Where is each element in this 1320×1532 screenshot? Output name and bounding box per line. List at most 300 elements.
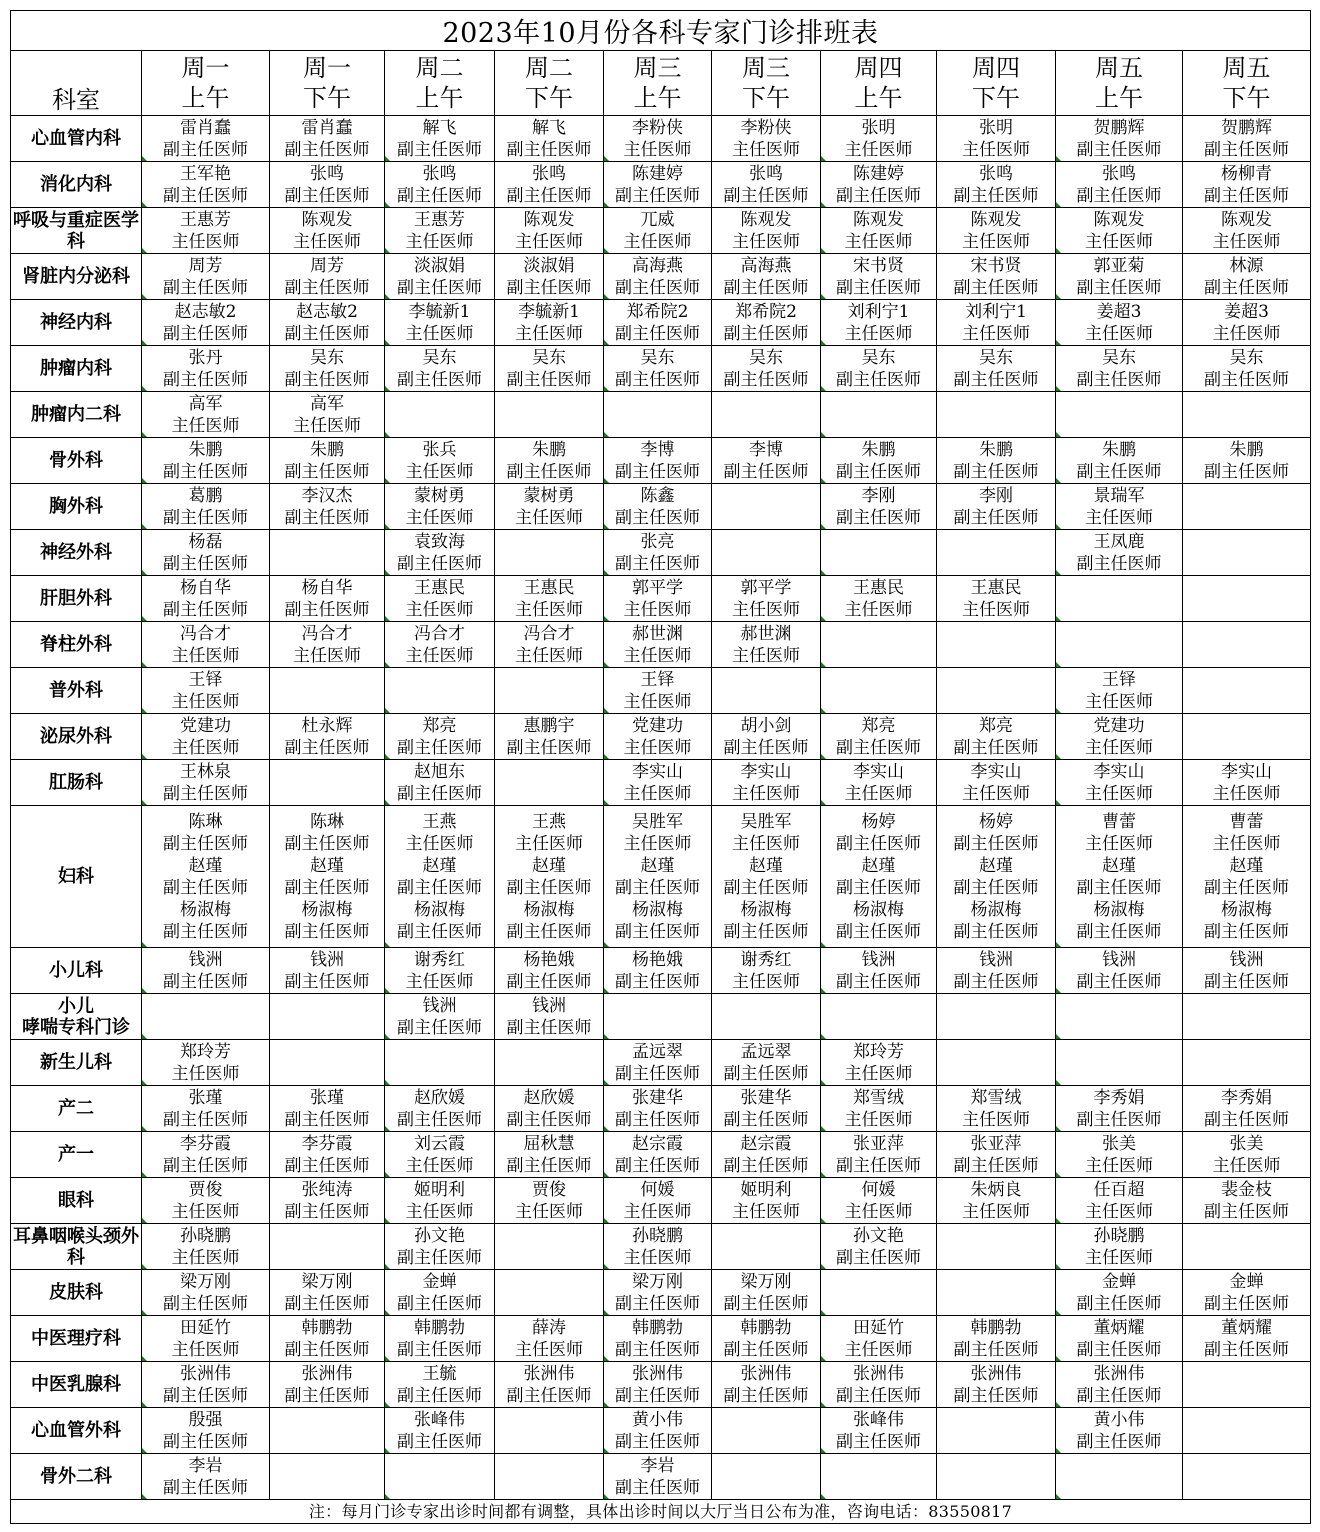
doctor-title: 副主任医师 <box>284 921 370 942</box>
schedule-cell <box>495 948 604 994</box>
schedule-cell <box>712 1316 821 1362</box>
doctor-name: 张亚萍 <box>970 1133 1022 1154</box>
schedule-cell <box>385 162 495 208</box>
doctor-title: 副主任医师 <box>836 833 921 854</box>
doctor-title: 副主任医师 <box>397 139 482 160</box>
doctor-name: 张亚萍 <box>853 1133 904 1154</box>
schedule-cell <box>604 1132 712 1178</box>
doctor-name: 吴东 <box>640 347 675 368</box>
schedule-cell <box>1183 1040 1311 1086</box>
doctor-name: 高军 <box>188 393 223 414</box>
schedule-cell <box>1056 1178 1183 1224</box>
table-row <box>11 208 1311 254</box>
doctor-name: 陈观发 <box>970 209 1022 230</box>
schedule-cell <box>1183 1224 1311 1270</box>
schedule-cell <box>1056 392 1183 438</box>
schedule-cell <box>385 484 495 530</box>
schedule-cell <box>385 994 495 1040</box>
schedule-cell <box>385 1224 495 1270</box>
schedule-cell <box>495 1408 604 1454</box>
schedule-cell <box>937 948 1056 994</box>
dept-column-header: 科室 <box>11 51 142 116</box>
slot-header <box>604 51 712 116</box>
schedule-cell <box>821 622 937 668</box>
schedule-cell <box>270 576 385 622</box>
doctor-name: 朱鹏 <box>979 439 1013 460</box>
schedule-cell <box>495 116 604 162</box>
doctor-title: 副主任医师 <box>953 369 1039 390</box>
doctor-title: 副主任医师 <box>836 461 921 482</box>
doctor-name: 姬明利 <box>740 1179 792 1200</box>
schedule-cell <box>1056 806 1183 948</box>
doctor-title: 副主任医师 <box>284 1155 370 1176</box>
doctor-name: 张美 <box>1102 1133 1136 1154</box>
doctor-name: 孙文艳 <box>414 1225 465 1246</box>
doctor-title: 副主任医师 <box>615 1477 700 1498</box>
doctor-title: 主任医师 <box>405 461 474 482</box>
doctor-title: 副主任医师 <box>1076 461 1162 482</box>
doctor-title: 主任医师 <box>844 1063 913 1084</box>
doctor-name: 黄小伟 <box>1093 1409 1145 1430</box>
doctor-title: 主任医师 <box>405 1155 474 1176</box>
schedule-cell <box>270 948 385 994</box>
doctor-title: 主任医师 <box>405 507 474 528</box>
schedule-cell <box>495 1132 604 1178</box>
doctor-title: 副主任医师 <box>1076 1293 1162 1314</box>
doctor-title: 主任医师 <box>171 737 240 758</box>
doctor-title: 副主任医师 <box>1204 971 1289 992</box>
schedule-cell <box>712 484 821 530</box>
doctor-name: 张兵 <box>422 439 457 460</box>
doctor-name: 张鸣 <box>310 163 344 184</box>
schedule-cell <box>821 254 937 300</box>
doctor-title: 副主任医师 <box>615 277 700 298</box>
doctor-title: 主任医师 <box>623 833 692 854</box>
doctor-title: 主任医师 <box>623 691 692 712</box>
dept-name: 肾脏内分泌科 <box>11 254 142 300</box>
doctor-title: 主任医师 <box>962 231 1030 252</box>
doctor-name: 赵瑾 <box>1102 855 1136 876</box>
schedule-cell <box>712 622 821 668</box>
doctor-title: 主任医师 <box>1085 833 1153 854</box>
doctor-name: 任百超 <box>1093 1179 1145 1200</box>
schedule-cell <box>821 1316 937 1362</box>
doctor-title: 副主任医师 <box>397 1247 482 1268</box>
doctor-name: 陈琳 <box>310 811 344 832</box>
schedule-cell <box>1056 1132 1183 1178</box>
doctor-title: 副主任医师 <box>1076 921 1162 942</box>
schedule-cell <box>604 576 712 622</box>
schedule-cell <box>604 438 712 484</box>
schedule-cell <box>385 1178 495 1224</box>
doctor-title: 主任医师 <box>171 1063 240 1084</box>
schedule-cell <box>1183 116 1311 162</box>
doctor-title: 主任医师 <box>732 139 800 160</box>
doctor-title: 副主任医师 <box>953 1385 1039 1406</box>
slot-day: 周一 <box>303 54 351 82</box>
doctor-name: 蒙树勇 <box>414 485 465 506</box>
doctor-title: 副主任医师 <box>506 1385 592 1406</box>
doctor-name: 张明 <box>979 117 1013 138</box>
schedule-body <box>11 116 1311 1500</box>
schedule-cell <box>385 1408 495 1454</box>
schedule-cell <box>270 1132 385 1178</box>
doctor-name: 宋书贤 <box>853 255 904 276</box>
schedule-cell <box>937 1270 1056 1316</box>
schedule-cell <box>604 1362 712 1408</box>
schedule-cell <box>604 1316 712 1362</box>
doctor-title: 副主任医师 <box>953 277 1039 298</box>
dept-name: 肛肠科 <box>11 760 142 806</box>
table-row <box>11 438 1311 484</box>
doctor-name: 党建功 <box>180 715 231 736</box>
doctor-name: 杨淑梅 <box>301 899 353 920</box>
schedule-cell <box>385 806 495 948</box>
slot-day: 周五 <box>1222 54 1271 82</box>
doctor-title: 副主任医师 <box>836 877 921 898</box>
doctor-title: 副主任医师 <box>615 507 700 528</box>
schedule-cell <box>495 162 604 208</box>
slot-day: 周四 <box>972 54 1020 82</box>
schedule-cell <box>142 1224 270 1270</box>
schedule-cell <box>712 116 821 162</box>
schedule-cell <box>270 1408 385 1454</box>
doctor-name: 郭平学 <box>632 577 683 598</box>
doctor-title: 主任医师 <box>623 1247 692 1268</box>
schedule-cell <box>1056 1408 1183 1454</box>
schedule-cell <box>604 484 712 530</box>
table-row <box>11 1408 1311 1454</box>
schedule-cell <box>937 622 1056 668</box>
doctor-name: 裴金枝 <box>1221 1179 1272 1200</box>
schedule-cell <box>821 1224 937 1270</box>
doctor-name: 张鸣 <box>1102 163 1136 184</box>
schedule-cell <box>385 948 495 994</box>
schedule-cell <box>821 116 937 162</box>
doctor-title: 副主任医师 <box>953 1155 1039 1176</box>
doctor-title: 副主任医师 <box>1204 877 1289 898</box>
doctor-name: 李毓新1 <box>518 301 580 322</box>
doctor-title: 副主任医师 <box>836 1155 921 1176</box>
doctor-name: 袁致海 <box>414 531 465 552</box>
dept-name: 皮肤科 <box>11 1270 142 1316</box>
doctor-name: 冯合才 <box>523 623 575 644</box>
slot-half: 下午 <box>303 84 351 112</box>
schedule-cell <box>142 948 270 994</box>
doctor-name: 梁万刚 <box>740 1271 792 1292</box>
schedule-cell <box>385 1040 495 1086</box>
dept-name: 肿瘤内二科 <box>11 392 142 438</box>
doctor-title: 主任医师 <box>1085 1247 1153 1268</box>
doctor-title: 主任医师 <box>732 783 800 804</box>
schedule-cell <box>821 346 937 392</box>
doctor-name: 谢秀红 <box>414 949 465 970</box>
doctor-title: 副主任医师 <box>506 1017 592 1038</box>
doctor-title: 副主任医师 <box>1204 369 1289 390</box>
slot-half: 上午 <box>1095 84 1143 112</box>
doctor-name: 杨磊 <box>188 531 223 552</box>
doctor-title: 副主任医师 <box>1076 971 1162 992</box>
doctor-title: 主任医师 <box>844 599 913 620</box>
doctor-title: 主任医师 <box>962 1109 1030 1130</box>
schedule-cell <box>495 392 604 438</box>
doctor-title: 主任医师 <box>623 1201 692 1222</box>
schedule-cell <box>1056 484 1183 530</box>
doctor-title: 副主任医师 <box>163 277 248 298</box>
doctor-name: 赵瑾 <box>532 855 566 876</box>
doctor-title: 副主任医师 <box>615 921 700 942</box>
doctor-title: 主任医师 <box>1212 833 1281 854</box>
schedule-cell <box>142 1040 270 1086</box>
doctor-name: 钱洲 <box>422 995 457 1016</box>
schedule-cell <box>385 346 495 392</box>
schedule-cell <box>142 622 270 668</box>
doctor-name: 姜超3 <box>1224 301 1269 322</box>
doctor-title: 主任医师 <box>515 231 583 252</box>
doctor-name: 周芳 <box>310 255 344 276</box>
schedule-cell <box>937 116 1056 162</box>
doctor-title: 副主任医师 <box>284 1109 370 1130</box>
schedule-cell <box>270 1224 385 1270</box>
doctor-title: 主任医师 <box>623 645 692 666</box>
doctor-name: 陈建婷 <box>853 163 904 184</box>
doctor-name: 李博 <box>749 439 783 460</box>
doctor-name: 钱洲 <box>979 949 1013 970</box>
doctor-title: 主任医师 <box>1085 507 1153 528</box>
doctor-name: 李秀娟 <box>1093 1087 1145 1108</box>
schedule-cell <box>937 806 1056 948</box>
schedule-cell <box>495 668 604 714</box>
doctor-name: 杨艳娥 <box>523 949 575 970</box>
schedule-cell <box>1056 760 1183 806</box>
table-row <box>11 622 1311 668</box>
doctor-title: 主任医师 <box>405 231 474 252</box>
doctor-title: 副主任医师 <box>163 369 248 390</box>
doctor-title: 副主任医师 <box>163 507 248 528</box>
doctor-name: 雷肖蠢 <box>301 117 353 138</box>
doctor-name: 朱鹏 <box>188 439 223 460</box>
doctor-name: 陈观发 <box>740 209 792 230</box>
doctor-name: 孙晓鹏 <box>632 1225 683 1246</box>
schedule-cell <box>385 576 495 622</box>
schedule-cell <box>385 300 495 346</box>
schedule-cell <box>937 438 1056 484</box>
doctor-name: 郑希院2 <box>735 301 797 322</box>
doctor-title: 副主任医师 <box>506 139 592 160</box>
schedule-cell <box>1183 1408 1311 1454</box>
schedule-cell <box>1056 300 1183 346</box>
doctor-name: 张明 <box>861 117 896 138</box>
doctor-name: 贾俊 <box>532 1179 566 1200</box>
doctor-name: 赵欣媛 <box>414 1087 465 1108</box>
doctor-name: 张纯涛 <box>301 1179 353 1200</box>
schedule-cell <box>937 484 1056 530</box>
dept-name: 胸外科 <box>11 484 142 530</box>
doctor-name: 钱洲 <box>532 995 566 1016</box>
doctor-name: 杨婷 <box>861 811 896 832</box>
schedule-cell <box>142 994 270 1040</box>
doctor-title: 副主任医师 <box>723 185 809 206</box>
slot-half: 下午 <box>1222 84 1271 112</box>
doctor-title: 副主任医师 <box>284 139 370 160</box>
schedule-cell <box>142 346 270 392</box>
doctor-title: 主任医师 <box>515 599 583 620</box>
doctor-name: 李实山 <box>970 761 1022 782</box>
doctor-title: 主任医师 <box>405 1201 474 1222</box>
doctor-name: 张峰伟 <box>414 1409 465 1430</box>
doctor-name: 吴东 <box>532 347 566 368</box>
doctor-title: 主任医师 <box>171 415 240 436</box>
doctor-name: 李博 <box>640 439 675 460</box>
doctor-title: 副主任医师 <box>163 783 248 804</box>
doctor-title: 副主任医师 <box>284 877 370 898</box>
doctor-title: 主任医师 <box>1085 691 1153 712</box>
doctor-title: 副主任医师 <box>953 737 1039 758</box>
schedule-cell <box>270 994 385 1040</box>
dept-name: 神经内科 <box>11 300 142 346</box>
schedule-cell <box>1183 806 1311 948</box>
schedule-cell <box>712 1270 821 1316</box>
schedule-cell <box>1183 1178 1311 1224</box>
schedule-cell <box>270 254 385 300</box>
schedule-cell <box>142 714 270 760</box>
doctor-title: 主任医师 <box>293 645 361 666</box>
schedule-cell <box>1056 116 1183 162</box>
schedule-cell <box>712 1362 821 1408</box>
schedule-cell <box>1056 346 1183 392</box>
schedule-cell <box>937 1040 1056 1086</box>
doctor-title: 副主任医师 <box>615 553 700 574</box>
doctor-name: 何媛 <box>861 1179 896 1200</box>
schedule-cell <box>1183 622 1311 668</box>
doctor-name: 李岩 <box>640 1455 675 1476</box>
doctor-name: 韩鹏勃 <box>414 1317 465 1338</box>
schedule-cell <box>1056 714 1183 760</box>
doctor-title: 主任医师 <box>1085 783 1153 804</box>
doctor-title: 副主任医师 <box>1204 1201 1289 1222</box>
schedule-table <box>10 10 1311 1524</box>
doctor-name: 陈观发 <box>523 209 575 230</box>
doctor-title: 主任医师 <box>1085 737 1153 758</box>
table-row <box>11 162 1311 208</box>
schedule-cell <box>385 392 495 438</box>
doctor-name: 屈秋慧 <box>523 1133 575 1154</box>
doctor-name: 薛涛 <box>532 1317 566 1338</box>
doctor-title: 副主任医师 <box>1076 553 1162 574</box>
doctor-name: 李粉侠 <box>740 117 792 138</box>
doctor-title: 副主任医师 <box>163 185 248 206</box>
schedule-cell <box>821 994 937 1040</box>
doctor-name: 解飞 <box>532 117 566 138</box>
doctor-name: 赵瑾 <box>1229 855 1264 876</box>
doctor-name: 杨淑梅 <box>180 899 231 920</box>
schedule-cell <box>604 162 712 208</box>
schedule-cell <box>270 806 385 948</box>
schedule-cell <box>821 760 937 806</box>
doctor-name: 金蝉 <box>422 1271 457 1292</box>
schedule-cell <box>937 1132 1056 1178</box>
doctor-name: 赵宗霞 <box>632 1133 683 1154</box>
doctor-title: 副主任医师 <box>1076 1431 1162 1452</box>
schedule-cell <box>821 1178 937 1224</box>
doctor-name: 杨艳娥 <box>632 949 683 970</box>
schedule-cell <box>270 392 385 438</box>
doctor-name: 高海燕 <box>740 255 792 276</box>
slot-header <box>821 51 937 116</box>
schedule-cell <box>821 1086 937 1132</box>
schedule-cell <box>604 1454 712 1500</box>
schedule-cell <box>604 714 712 760</box>
doctor-title: 副主任医师 <box>284 461 370 482</box>
doctor-title: 副主任医师 <box>1076 139 1162 160</box>
schedule-cell <box>142 1178 270 1224</box>
schedule-cell <box>712 806 821 948</box>
dept-name: 小儿 哮喘专科门诊 <box>11 994 142 1040</box>
schedule-cell <box>712 576 821 622</box>
doctor-name: 高军 <box>310 393 344 414</box>
doctor-name: 雷肖蠢 <box>180 117 231 138</box>
doctor-title: 副主任医师 <box>284 1293 370 1314</box>
dept-name: 心血管内科 <box>11 116 142 162</box>
slot-half: 上午 <box>854 84 903 112</box>
doctor-title: 副主任医师 <box>836 277 921 298</box>
schedule-cell <box>142 1316 270 1362</box>
doctor-title: 主任医师 <box>962 599 1030 620</box>
schedule-cell <box>270 346 385 392</box>
doctor-title: 副主任医师 <box>397 277 482 298</box>
schedule-cell <box>604 668 712 714</box>
dept-name: 骨外二科 <box>11 1454 142 1500</box>
schedule-cell <box>142 576 270 622</box>
doctor-name: 宋书贤 <box>970 255 1022 276</box>
doctor-name: 殷强 <box>188 1409 223 1430</box>
doctor-name: 吴东 <box>422 347 457 368</box>
doctor-title: 副主任医师 <box>397 737 482 758</box>
doctor-name: 姜超3 <box>1096 301 1142 322</box>
schedule-cell <box>495 484 604 530</box>
schedule-cell <box>1183 714 1311 760</box>
dept-name: 脊柱外科 <box>11 622 142 668</box>
schedule-cell <box>385 1132 495 1178</box>
doctor-title: 主任医师 <box>962 323 1030 344</box>
schedule-cell <box>604 994 712 1040</box>
schedule-cell <box>821 1362 937 1408</box>
slot-half: 下午 <box>742 84 790 112</box>
schedule-cell <box>142 162 270 208</box>
doctor-name: 田延竹 <box>853 1317 904 1338</box>
doctor-title: 副主任医师 <box>1204 139 1289 160</box>
slot-day: 周二 <box>415 54 464 82</box>
doctor-title: 副主任医师 <box>723 1063 809 1084</box>
doctor-name: 郑玲芳 <box>853 1041 904 1062</box>
doctor-name: 杨淑梅 <box>1221 899 1272 920</box>
table-row <box>11 1270 1311 1316</box>
schedule-cell <box>142 254 270 300</box>
doctor-title: 主任医师 <box>623 139 692 160</box>
doctor-title: 副主任医师 <box>836 737 921 758</box>
doctor-name: 杨柳青 <box>1221 163 1272 184</box>
doctor-title: 副主任医师 <box>1076 277 1162 298</box>
slot-day: 周三 <box>742 54 790 82</box>
doctor-name: 杨淑梅 <box>1093 899 1145 920</box>
schedule-cell <box>495 1040 604 1086</box>
doctor-title: 主任医师 <box>515 833 583 854</box>
schedule-cell <box>937 162 1056 208</box>
doctor-title: 副主任医师 <box>284 833 370 854</box>
doctor-title: 副主任医师 <box>615 1431 700 1452</box>
schedule-cell <box>712 1454 821 1500</box>
doctor-name: 陈观发 <box>301 209 353 230</box>
